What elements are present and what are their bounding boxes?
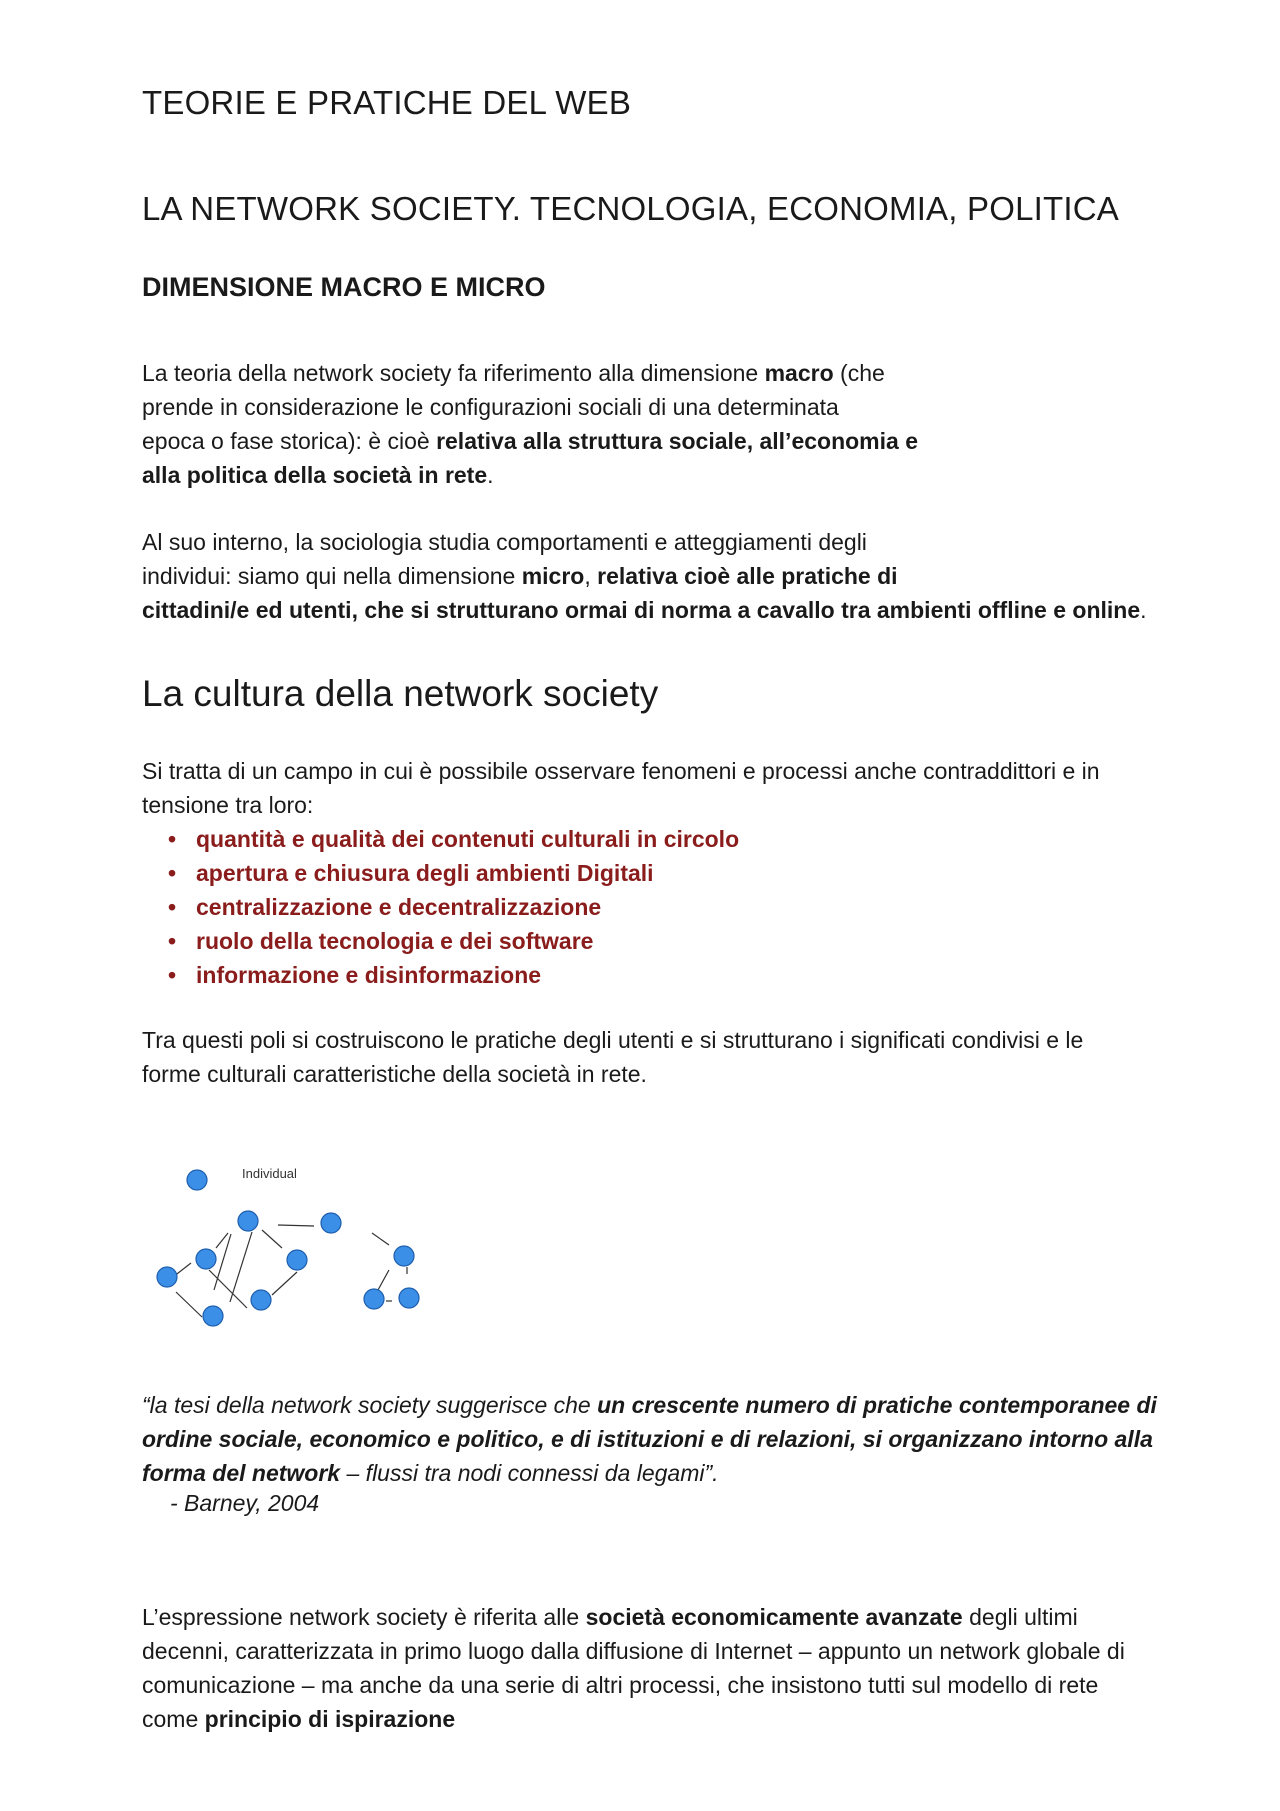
diagram-edge (262, 1230, 282, 1248)
bullet-icon: • (168, 826, 177, 852)
diagram-edge (272, 1272, 297, 1295)
final-paragraph: L’espressione network society è riferita alle società economicamente avanzate degli ultimi decenni, caratterizzata in primo luogo dalla diffusione di Internet – appunto un network globale di comunicazione – ma anche da una serie di altri processi, che insistono tutti sul modello di rete come principio di ispirazione (142, 1604, 1125, 1732)
network-node (196, 1249, 216, 1269)
list-item: • quantità e qualità dei contenuti culturali in circolo (168, 822, 739, 856)
course-title: TEORIE E PRATICHE DEL WEB (142, 84, 632, 121)
diagram-legend-label: Individual (242, 1166, 297, 1181)
network-node (399, 1288, 419, 1308)
network-node (251, 1290, 271, 1310)
bullet-icon: • (168, 928, 177, 954)
macro-paragraph: La teoria della network society fa riferimento alla dimensione macro (che prende in considerazione le configurazioni sociali di una determinata epoca o fase storica): è cioè relativa alla struttura sociale, all’economia e alla politica della società in rete. (142, 360, 918, 488)
micro-paragraph: Al suo interno, la sociologia studia comportamenti e atteggiamenti degli individui: siamo qui nella dimensione micro, relativa cioè alle pratiche di cittadini/e ed utenti, che si strutturano ormai di norma a cavallo tra ambienti offline e online. (142, 529, 1147, 623)
quote-citation: - Barney, 2004 (170, 1490, 320, 1516)
culture-closing: Tra questi poli si costruiscono le pratiche degli utenti e si strutturano i significati condivisi e le forme culturali caratteristiche della società in rete. (142, 1027, 1084, 1087)
network-node (157, 1267, 177, 1287)
section-title: DIMENSIONE MACRO E MICRO (142, 272, 546, 302)
lecture-title: LA NETWORK SOCIETY. TECNOLOGIA, ECONOMIA, POLITICA (142, 190, 1119, 227)
legend-node-icon (187, 1170, 207, 1190)
bullet-icon: • (168, 962, 177, 988)
network-node (203, 1306, 223, 1326)
diagram-edge (176, 1292, 202, 1317)
network-diagram (142, 1160, 462, 1340)
list-item: • ruolo della tecnologia e dei software (168, 924, 739, 958)
network-node (364, 1289, 384, 1309)
diagram-edge (372, 1233, 389, 1245)
diagram-edge (214, 1234, 231, 1290)
bullet-icon: • (168, 894, 177, 920)
list-item: • apertura e chiusura degli ambienti Digitali (168, 856, 739, 890)
list-item: • centralizzazione e decentralizzazione (168, 890, 739, 924)
diagram-edge (278, 1225, 314, 1226)
list-item: • informazione e disinformazione (168, 958, 739, 992)
network-node (394, 1246, 414, 1266)
network-node (287, 1250, 307, 1270)
culture-intro: Si tratta di un campo in cui è possibile osservare fenomeni e processi anche contraddittori e in tensione tra loro: (142, 758, 1100, 818)
diagram-edge (230, 1232, 252, 1302)
network-node (321, 1213, 341, 1233)
culture-heading: La cultura della network society (142, 673, 659, 714)
network-node (238, 1211, 258, 1231)
culture-bullet-list (168, 822, 739, 992)
diagram-edge (216, 1233, 228, 1248)
diagram-edge (378, 1270, 389, 1290)
barney-quote: “la tesi della network society suggerisce che un crescente numero di pratiche contemporanee di ordine sociale, economico e politico, e di istituzioni e di relazioni, si organizzano intorno alla forma del network – flussi tra nodi connessi da legami”. (142, 1392, 1157, 1486)
bullet-icon: • (168, 860, 177, 886)
